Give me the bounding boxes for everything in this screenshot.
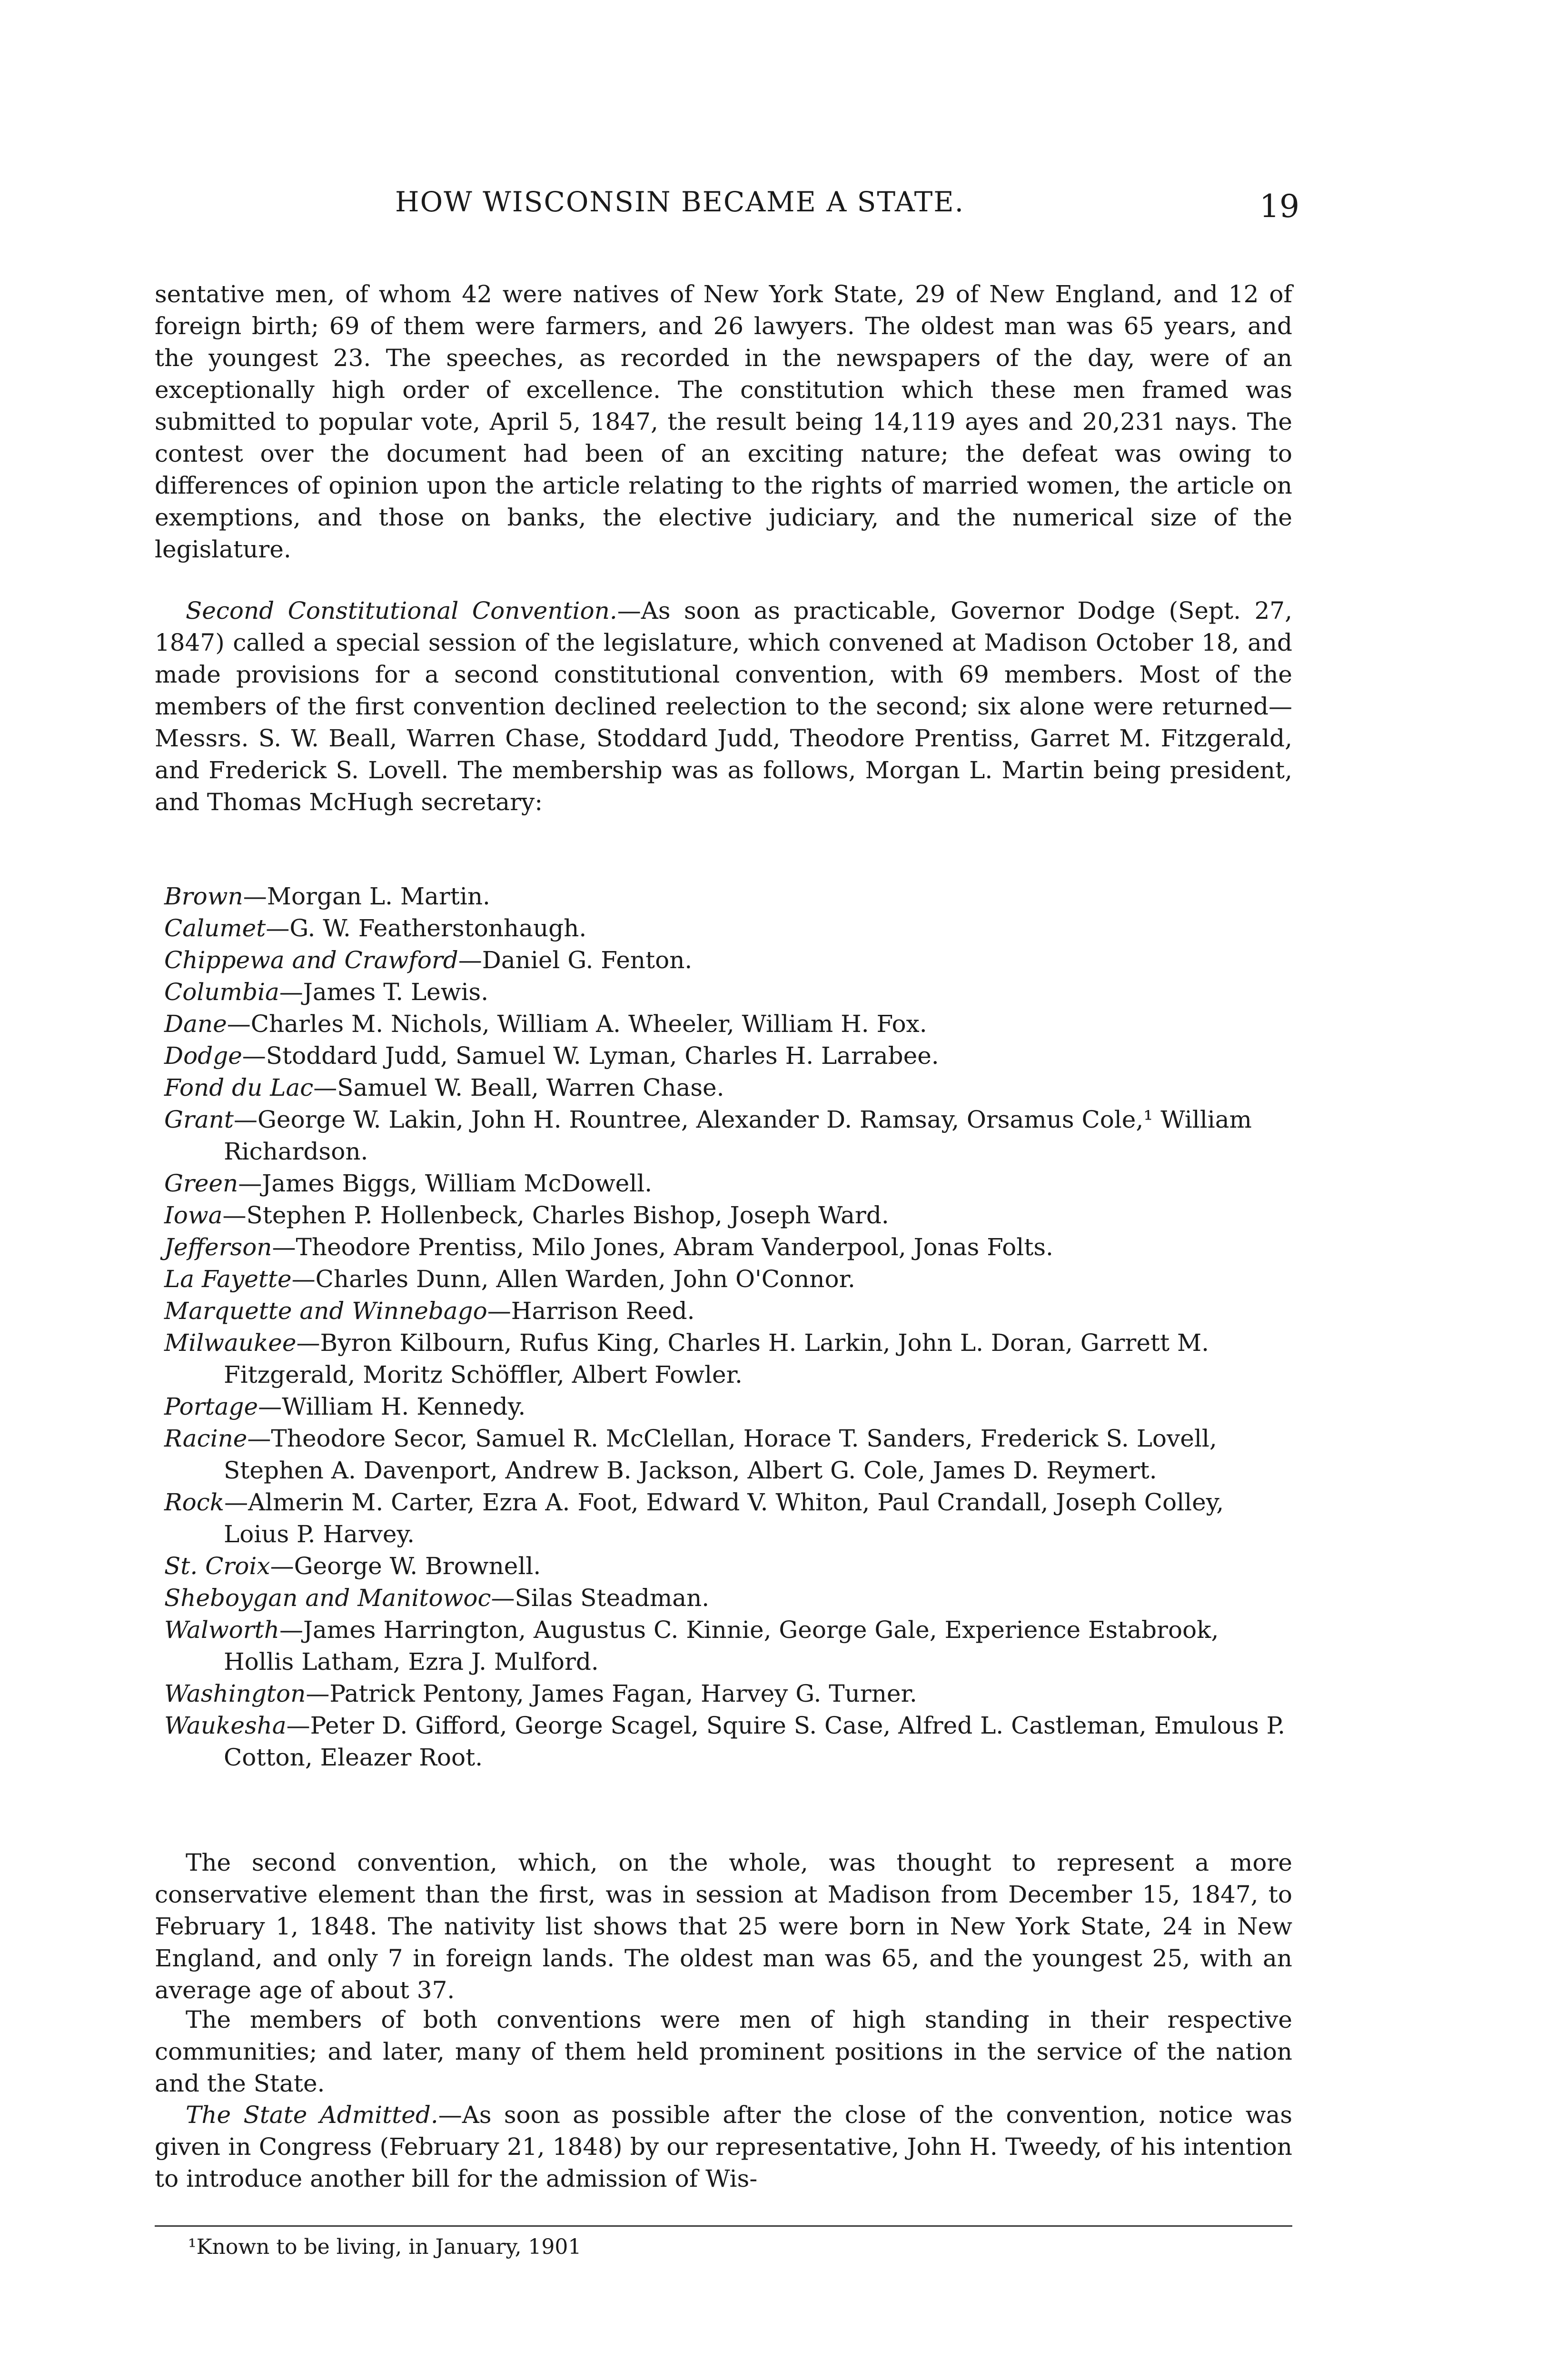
member-names: —Harrison Reed.: [487, 1297, 695, 1325]
footnote: ¹Known to be living, in January, 1901: [188, 2235, 582, 2259]
section-body: —As soon as practicable, Governor Dodge (Sept. 27, 1847) called a special session of the legislature, which convened at Madison October 18, and made provisions for a second constitutional convention, with 69 members. Most of the members of the first convention declined reelection to the second; six alone were returned—Messrs. S. W. Beall, Warren Chase, Stoddard Judd, Theodore Prentiss, Garret M. Fitzgerald, and Frederick S. Lovell. The membership was as follows, Morgan L. Martin being president, and Thomas McHugh secretary:: [155, 597, 1292, 816]
member-names: —Patrick Pentony, James Fagan, Harvey G. Turner.: [306, 1680, 917, 1707]
running-title: HOW WISCONSIN BECAME A STATE.: [395, 186, 965, 218]
roster-entry: [164, 1391, 1292, 1423]
county-name: Marquette and Winnebago: [164, 1297, 487, 1325]
roster-entry: [164, 1040, 1292, 1072]
paragraph-session: [155, 1847, 1292, 2006]
member-names: —James Biggs, William McDowell.: [238, 1170, 653, 1197]
roster-entry: [164, 1072, 1292, 1104]
roster-entry: [164, 1104, 1292, 1168]
member-names: —Morgan L. Martin.: [243, 883, 490, 910]
county-name: Milwaukee: [164, 1329, 297, 1357]
paragraph-members-standing: [155, 2004, 1292, 2100]
member-names: —Almerin M. Carter, Ezra A. Foot, Edward V. Whiton, Paul Crandall, Joseph Colley, Loius P. Harvey.: [224, 1488, 1224, 1548]
running-header: [157, 186, 1299, 252]
roster-entry: [164, 1200, 1292, 1231]
county-name: Brown: [164, 883, 243, 910]
county-name: Waukesha: [164, 1712, 287, 1739]
paragraph-text: The second convention, which, on the whole, was thought to represent a more conservative element than the first, was in session at Madison from December 15, 1847, to February 1, 1848. The nativity list shows that 25 were born in New York State, 24 in New England, and only 7 in foreign lands. The oldest man was 65, and the youngest 25, with an average age of about 37.: [155, 1849, 1292, 2004]
section-heading: Second Constitutional Convention.: [186, 597, 617, 625]
roster-entry: [164, 1231, 1292, 1263]
member-names: —Charles Dunn, Allen Warden, John O'Connor.: [291, 1265, 855, 1293]
county-name: Calumet: [164, 914, 266, 942]
roster-entry: [164, 1614, 1292, 1678]
roster-entry: [164, 976, 1292, 1008]
county-name: La Fayette: [164, 1265, 292, 1293]
member-names: —James Harrington, Augustus C. Kinnie, George Gale, Experience Estabrook, Hollis Latham, Ezra J. Mulford.: [224, 1616, 1219, 1676]
roster-entry: [164, 1263, 1292, 1295]
section-heading: The State Admitted.: [186, 2101, 438, 2129]
member-names: —Charles M. Nichols, William A. Wheeler, William H. Fox.: [227, 1010, 927, 1038]
member-names: —William H. Kennedy.: [258, 1393, 526, 1420]
member-names: —Stoddard Judd, Samuel W. Lyman, Charles H. Larrabee.: [242, 1042, 939, 1070]
member-names: —Peter D. Gifford, George Scagel, Squire S. Case, Alfred L. Castleman, Emulous P. Cotton, Eleazer Root.: [224, 1712, 1286, 1771]
county-name: Portage: [164, 1393, 258, 1420]
county-name: Dane: [164, 1010, 227, 1038]
roster-entry: [164, 1582, 1292, 1614]
county-name: Washington: [164, 1680, 306, 1707]
page-number: 19: [1259, 188, 1299, 225]
roster-entry: [164, 944, 1292, 976]
section-body: —As soon as possible after the close of the convention, notice was given in Congress (February 21, 1848) by our representative, John H. Tweedy, of his intention to introduce another bill for the admission of Wis-: [155, 2101, 1292, 2192]
paragraph-text: The members of both conventions were men of high standing in their respective communities; and later, many of them held prominent positions in the service of the nation and the State.: [155, 2006, 1292, 2097]
member-names: —G. W. Featherstonhaugh.: [266, 914, 587, 942]
paragraph-state-admitted: [155, 2099, 1292, 2195]
member-names: —James T. Lewis.: [279, 978, 489, 1006]
roster-entry: [164, 912, 1292, 944]
county-name: Chippewa and Crawford: [164, 946, 458, 974]
footnote-rule: [155, 2225, 1292, 2227]
roster-entry: [164, 1487, 1292, 1550]
county-name: St. Croix: [164, 1552, 270, 1580]
paragraph-text: sentative men, of whom 42 were natives of New York State, 29 of New England, and 12 of foreign birth; 69 of them were farmers, and 26 lawyers. The oldest man was 65 years, and the youngest 23. The speeches, as recorded in the newspapers of the day, were of an exceptionally high order of excellence. The constitution which these men framed was submitted to popular vote, April 5, 1847, the result being 14,119 ayes and 20,231 nays. The contest over the document had been of an exciting nature; the defeat was owing to differences of opinion upon the article relating to the rights of married women, the article on exemptions, and those on banks, the elective judiciary, and the numerical size of the legislature.: [155, 280, 1292, 563]
member-names: —Theodore Secor, Samuel R. McClellan, Horace T. Sanders, Frederick S. Lovell, Stephen A. Davenport, Andrew B. Jackson, Albert G. Cole, James D. Reymert.: [224, 1425, 1217, 1484]
roster-entry: [164, 1678, 1292, 1710]
member-names: —Silas Steadman.: [491, 1584, 710, 1612]
roster-entry: [164, 1168, 1292, 1200]
roster-entry: [164, 1423, 1292, 1487]
membership-roster: [164, 881, 1292, 1774]
member-names: —George W. Lakin, John H. Rountree, Alexander D. Ramsay, Orsamus Cole,¹ William Richardson.: [224, 1106, 1252, 1165]
county-name: Columbia: [164, 978, 279, 1006]
roster-entry: [164, 881, 1292, 912]
county-name: Rock: [164, 1488, 225, 1516]
member-names: —Byron Kilbourn, Rufus King, Charles H. Larkin, John L. Doran, Garrett M. Fitzgerald, Moritz Schöffler, Albert Fowler.: [224, 1329, 1209, 1388]
roster-entry: [164, 1550, 1292, 1582]
county-name: Walworth: [164, 1616, 279, 1644]
roster-entry: [164, 1295, 1292, 1327]
county-name: Dodge: [164, 1042, 242, 1070]
member-names: —George W. Brownell.: [270, 1552, 541, 1580]
paragraph-second-convention: [155, 595, 1292, 818]
county-name: Racine: [164, 1425, 248, 1452]
member-names: —Samuel W. Beall, Warren Chase.: [313, 1074, 724, 1101]
county-name: Iowa: [164, 1201, 223, 1229]
county-name: Fond du Lac: [164, 1074, 314, 1101]
paragraph-delegates: [155, 278, 1292, 565]
roster-entry: [164, 1327, 1292, 1391]
county-name: Green: [164, 1170, 238, 1197]
paragraph-text: [155, 595, 1292, 818]
paragraph-text: [155, 2099, 1292, 2195]
county-name: Sheboygan and Manitowoc: [164, 1584, 491, 1612]
roster-entry: [164, 1710, 1292, 1774]
member-names: —Daniel G. Fenton.: [458, 946, 693, 974]
member-names: —Stephen P. Hollenbeck, Charles Bishop, Joseph Ward.: [222, 1201, 889, 1229]
county-name: Jefferson: [164, 1233, 272, 1261]
member-names: —Theodore Prentiss, Milo Jones, Abram Vanderpool, Jonas Folts.: [272, 1233, 1053, 1261]
county-name: Grant: [164, 1106, 234, 1133]
roster-entry: [164, 1008, 1292, 1040]
